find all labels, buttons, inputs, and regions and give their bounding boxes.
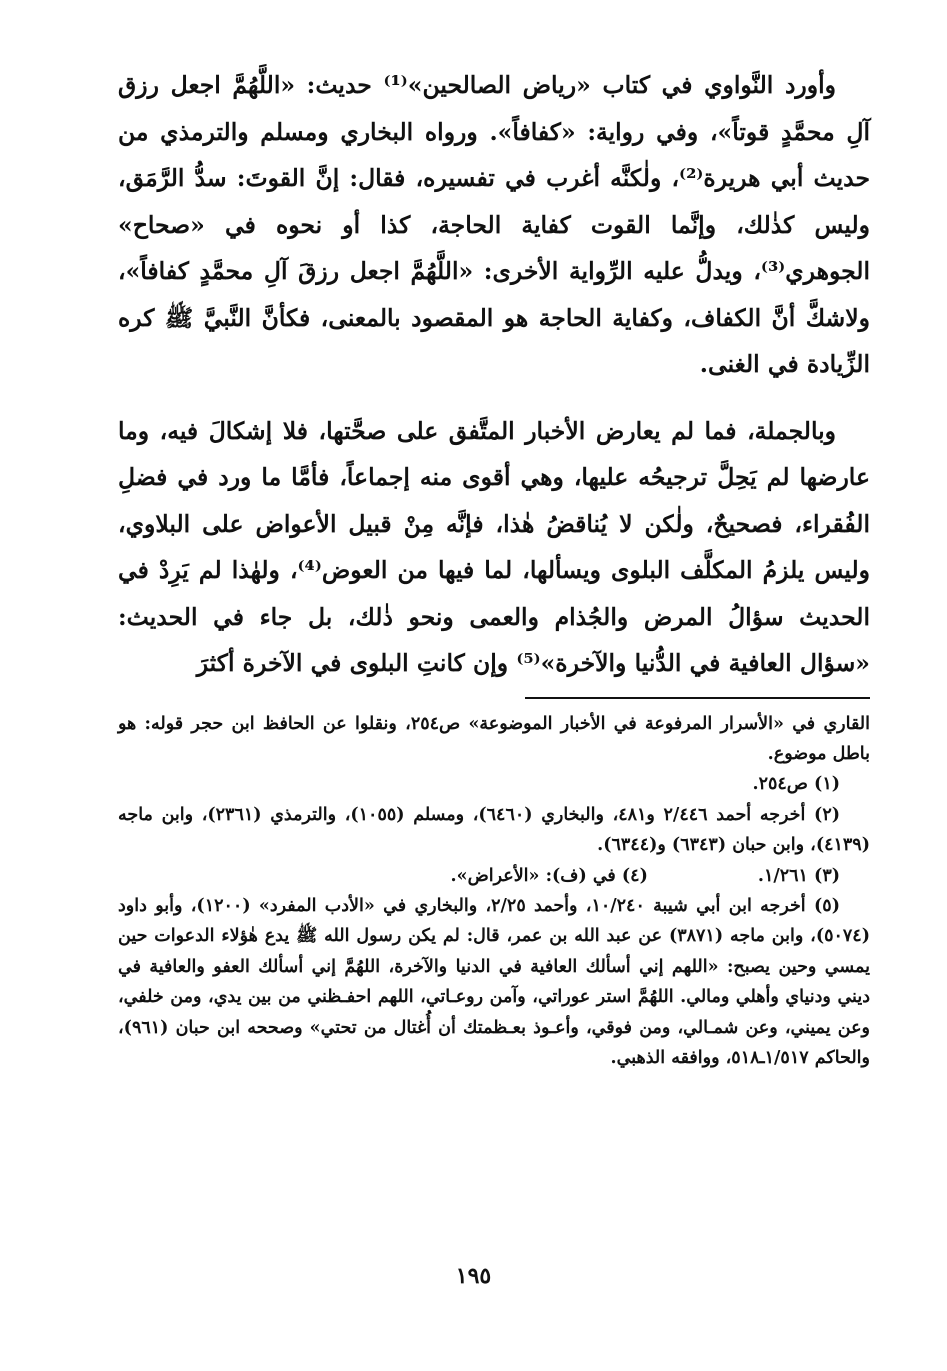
footnote-3: (٣) ١/٢٦١. [757, 865, 840, 886]
footnote-carryover: القاري في «الأسرار المرفوعة في الأخبار الموضوعة» ص٢٥٤، ونقلوا عن الحافظ ابن حجر قوله: هو باطل موضوع. [118, 713, 870, 764]
footnote-5: (٥) أخرجه ابن أبي شيبة ١٠/٢٤٠، وأحمد ٢/٢٥، والبخاري في «الأدب المفرد» (١٢٠٠)، وأبو داود (٥٠٧٤)، وابن ماجه (٣٨٧١) عن عبد الله بن عمر، قال: لم يكن رسول الله ﷺ يدع هٰؤلاء الدعوات حين يمسي وحين يصبح: «اللهم إني أسألك العافية في الدنيا والآخرة، اللهُمَّ إني أسألك العفو والعافية في ديني ودنياي وأهلي ومالي. اللهُمَّ استر عوراتي، وآمن روعـاتي، اللهم احفـظني من بين يدي، ومن خلفي، وعن يميني، وعن شمـالي، ومن فوقي، وأعـوذ بعـظمتك أن أُغتال من تحتي» وصححه ابن حبان (٩٦١)، والحاكم ١/٥١٧ـ٥١٨، ووافقه الذهبي. [118, 895, 870, 1068]
main-text [118, 62, 870, 687]
body-paragraph-2: وبالجملة، فما لم يعارض الأخبار المتَّفق على صحَّتها، فلا إشكالَ فيه، وما عارضها لم يَحِلَّ ترجيحُه عليها، وهي أقوى منه إجماعاً، فأمَّا ما ورد في فضلِ الفُقراء، فصحيحٌ، ولٰكن لا يُناقضُ هٰذا، فإنَّه مِنْ قبيل الأعواض على البلاوي، وليس يلزمُ المكلَّف البلوى ويسألها، لما فيها من العوض⁽⁴⁾، ولهٰذا لم يَرِدْ في الحديث سؤالُ المرض والجُذام والعمى ونحو ذٰلك، بل جاء في الحديث: «سؤال العافية في الدُّنيا والآخرة»⁽⁵⁾ وإن كانتِ البلوى في الآخرة أكثرَ [118, 416, 870, 677]
footnote-4: (٤) في (ف): «الأعراض». [450, 865, 648, 886]
body-paragraph-1: وأورد النَّواوي في كتاب «رياض الصالحين»⁽¹⁾ حديث: «اللَّهُمَّ اجعل رزق آلِ محمَّدٍ قوتاً»، وفي رواية: «كفافاً». ورواه البخاري ومسلم والترمذي من حديث أبي هريرة⁽²⁾، ولٰكنَّه أغرب في تفسيره، فقال: إنَّ القوتَ: سدُّ الرَّمَق، وليس كذٰلك، وإنَّما القوت كفاية الحاجة، كذا أو نحوه في «صحاح» الجوهري⁽³⁾، ويدلُّ عليه الرِّواية الأخرى: «اللَّهُمَّ اجعل رزقَ آلِ محمَّدٍ كفافاً»، ولاشكَّ أنَّ الكفاف، وكفاية الحاجة هو المقصود بالمعنى، فكأنَّ النَّبيَّ ﷺ كره الزِّيادة في الغنى. [118, 71, 870, 378]
page-number: ١٩٥ [455, 1263, 492, 1289]
footnote-row-3-4 [118, 861, 870, 891]
footnote-separator [525, 697, 870, 699]
footnote-2: (٢) أخرجه أحمد ٢/٤٤٦ و٤٨١، والبخاري (٦٤٦٠)، ومسلم (١٠٥٥)، والترمذي (٢٣٦١)، وابن ماجه (٤١٣٩)، وابن حبان (٦٣٤٣) و(٦٣٤٤). [118, 804, 870, 856]
footnotes [118, 709, 870, 1074]
book-page [118, 62, 870, 1073]
footnote-1: (١) ص٢٥٤. [752, 774, 840, 795]
